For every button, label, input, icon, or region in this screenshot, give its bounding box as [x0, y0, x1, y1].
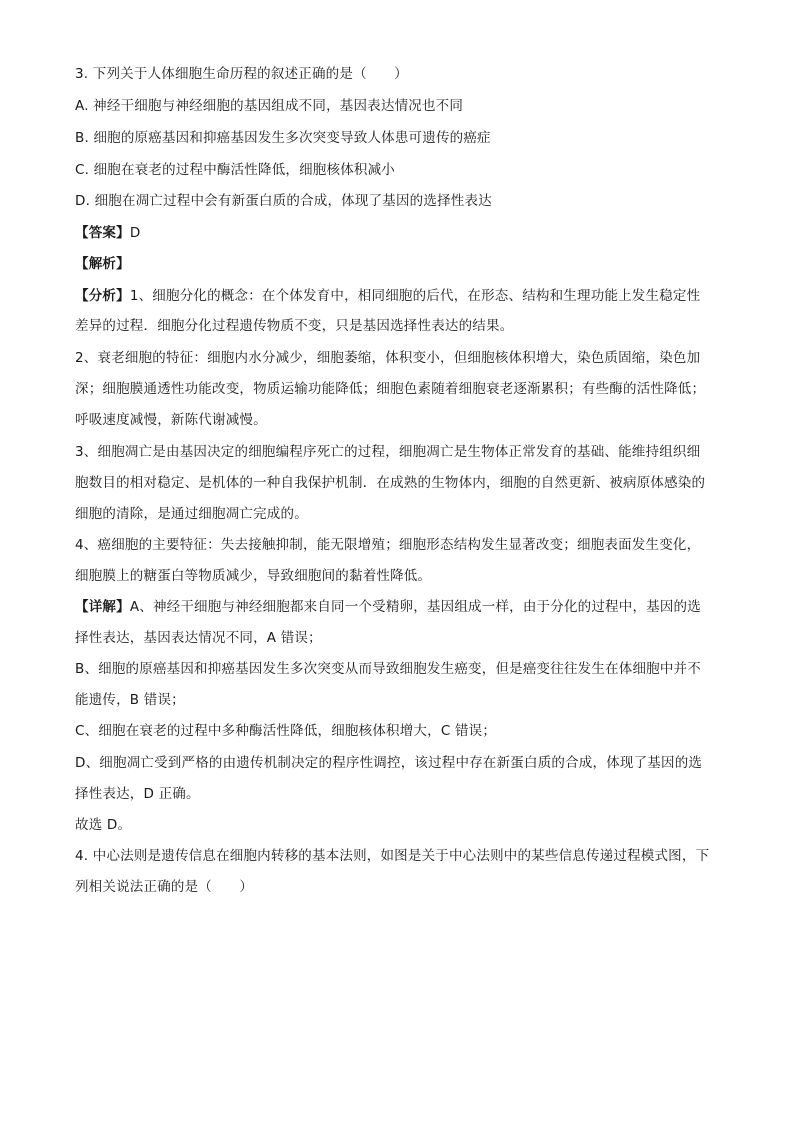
question-4-stem: 列相关说法正确的是（ ）	[75, 879, 254, 895]
analysis-line	[75, 286, 700, 306]
detail-text: A、神经干细胞与神经细胞都来自同一个受精卵，基因组成一样，由于分化的过程中，基因的选	[129, 599, 701, 615]
analysis-line: 差异的过程．细胞分化过程遗传物质不变，只是基因选择性表达的结果。	[75, 318, 514, 334]
question-3-option-b: B. 细胞的原癌基因和抑癌基因发生多次突变导致人体患可遗传的癌症	[75, 130, 491, 146]
detail-line: B、细胞的原癌基因和抑癌基因发生多次突变从而导致细胞发生癌变，但是癌变往往发生在体细胞中并不	[75, 661, 701, 677]
answer-tag: 【答案】	[75, 225, 130, 241]
detail-line: C、细胞在衰老的过程中多种酶活性降低，细胞核体积增大，C 错误；	[75, 723, 497, 739]
detail-line: D、细胞凋亡受到严格的由遗传机制决定的程序性调控，该过程中存在新蛋白质的合成，体现了基因的选	[75, 755, 703, 771]
detail-tag: 【详解】	[75, 599, 130, 615]
detail-line: 能遗传，B 错误；	[75, 692, 185, 708]
analysis-line: 2、衰老细胞的特征：细胞内水分减少，细胞萎缩，体积变小，但细胞核体积增大，染色质固缩，染色加	[75, 350, 701, 366]
question-3-option-c: C. 细胞在衰老的过程中酶活性降低，细胞核体积减小	[75, 162, 396, 178]
question-3-stem: 3. 下列关于人体细胞生命历程的叙述正确的是（ ）	[75, 66, 408, 82]
detail-line: 择性表达，D 正确。	[75, 786, 200, 802]
detail-line: 择性表达，基因表达情况不同，A 错误；	[75, 630, 322, 646]
analysis-line: 呼吸速度减慢，新陈代谢减慢。	[75, 412, 267, 428]
analysis-line: 细胞膜上的糖蛋白等物质减少，导致细胞间的黏着性降低。	[75, 568, 432, 584]
question-3-option-d: D. 细胞在凋亡过程中会有新蛋白质的合成，体现了基因的选择性表达	[75, 193, 492, 209]
detail-line	[75, 597, 701, 617]
question-3-option-a: A. 神经干细胞与神经细胞的基因组成不同，基因表达情况也不同	[75, 98, 464, 114]
conclusion-line: 故选 D。	[75, 817, 132, 833]
analysis-text: 1、细胞分化的概念：在个体发育中，相同细胞的后代，在形态、结构和生理功能上发生稳定性	[129, 288, 701, 304]
answer-value: D	[129, 225, 141, 241]
analysis-line: 3、细胞凋亡是由基因决定的细胞编程序死亡的过程，细胞凋亡是生物体正常发育的基础、能维持组织细	[75, 444, 701, 460]
analysis-line: 4、癌细胞的主要特征：失去接触抑制，能无限增殖；细胞形态结构发生显著改变；细胞表面发生变化，	[75, 537, 701, 553]
question-4-stem: 4. 中心法则是遗传信息在细胞内转移的基本法则，如图是关于中心法则中的某些信息传递过程模式图，下	[75, 848, 710, 864]
fenxi-tag: 【分析】	[75, 288, 130, 304]
analysis-line: 细胞的清除，是通过细胞凋亡完成的。	[75, 506, 308, 522]
analysis-heading: 【解析】	[75, 256, 130, 272]
analysis-line: 深；细胞膜通透性功能改变，物质运输功能降低；细胞色素随着细胞衰老逐渐累积；有些酶的活性降低；	[75, 381, 706, 397]
answer-line	[75, 223, 140, 243]
analysis-line: 胞数目的相对稳定、是机体的一种自我保护机制．在成熟的生物体内，细胞的自然更新、被病原体感染的	[75, 475, 706, 491]
